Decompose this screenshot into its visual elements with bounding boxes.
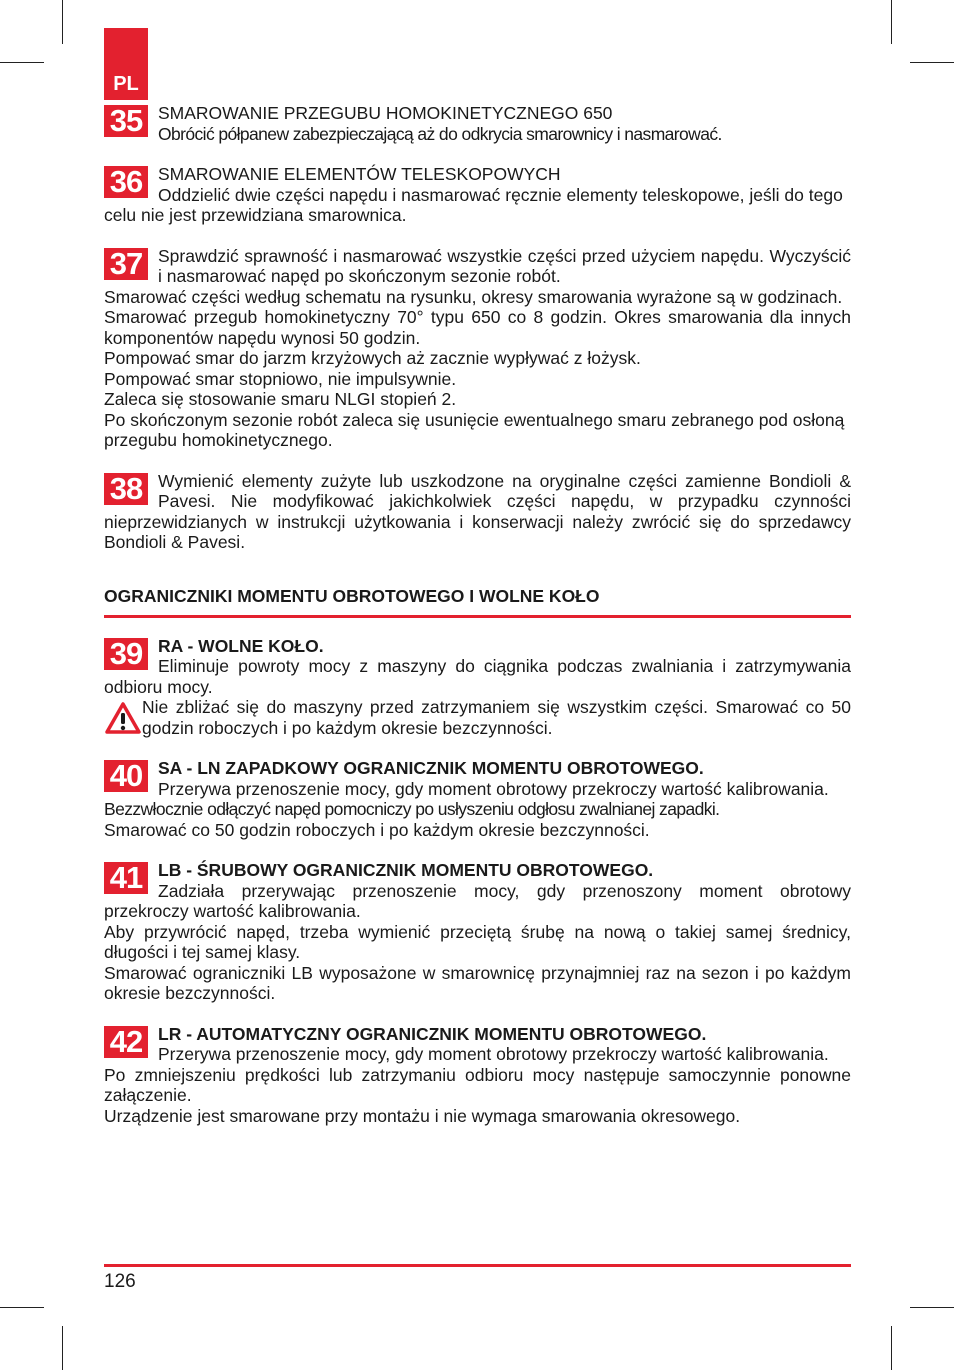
section-text: Pompować smar stopniowo, nie impulsywnie. — [104, 368, 457, 389]
section-text: Obrócić półpanew zabezpieczającą aż do odkrycia smarownicy i nasmarować. — [158, 123, 722, 144]
section-37 — [104, 246, 851, 451]
warning-text: Nie zbliżać się do maszyny przed zatrzymaniem się wszystkim części. Smarować co 50 godzin roboczych i po każdym okresie bezczynności. — [142, 697, 851, 738]
crop-mark — [62, 0, 63, 44]
language-code: PL — [113, 73, 139, 95]
section-text: Zaleca się stosowanie smaru NLGI stopień 2. — [104, 389, 457, 409]
step-number-badge: 38 — [104, 473, 148, 505]
warning-triangle-icon — [104, 701, 142, 735]
section-text: Smarować przegub homokinetyczny 70° typu 650 co 8 godzin. Okres smarowania dla innych komponentów napędu wynosi 50 godzin. — [104, 307, 851, 348]
step-number-badge: 41 — [104, 862, 148, 894]
section-text: Wymienić elementy zużyte lub uszkodzone na oryginalne części zamienne Bondioli & Pavesi. Nie modyfikować jakichkolwiek części napędu, w przypadku czynności nieprzewidzianych w instrukcji użytkowania i konserwacji należy zwrócić się do sprzedawcy Bondioli & Pavesi. — [104, 470, 851, 552]
step-number-badge: 39 — [104, 638, 148, 670]
section-text: Smarować części według schematu na rysunku, okresy smarowania wyrażone są w godzinach. — [104, 286, 843, 307]
crop-mark — [910, 1307, 954, 1308]
section-text: Urządzenie jest smarowane przy montażu i nie wymaga smarowania okresowego. — [104, 1105, 741, 1126]
page-content — [104, 103, 851, 1126]
crop-mark — [891, 1326, 892, 1370]
crop-mark — [891, 0, 892, 44]
section-text: Oddzielić dwie części napędu i nasmarować ręcznie elementy teleskopowe, jeśli do tego celu nie jest przewidziana smarownica. — [104, 184, 843, 225]
section-title: SA - LN ZAPADKOWY OGRANICZNIK MOMENTU OBROTOWEGO. — [158, 758, 704, 778]
section-text: Sprawdzić sprawność i nasmarować wszystkie części przed użyciem napędu. Wyczyścić i nasmarować napęd po skończonym sezonie robót. — [158, 245, 851, 286]
crop-mark — [910, 62, 954, 63]
crop-mark — [62, 1326, 63, 1370]
warning-note — [104, 697, 851, 738]
section-39 — [104, 636, 851, 739]
step-number-badge: 42 — [104, 1026, 148, 1058]
section-text: Smarować ograniczniki LB wyposażone w smarownicę przynajmniej raz na sezon i po każdym okresie bezczynności. — [104, 962, 851, 1003]
section-35 — [104, 103, 851, 144]
section-title: LB - ŚRUBOWY OGRANICZNIK MOMENTU OBROTOWEGO. — [158, 860, 654, 880]
step-number-badge: 37 — [104, 248, 148, 280]
page-number: 126 — [104, 1271, 136, 1292]
section-38 — [104, 471, 851, 553]
section-title: SMAROWANIE ELEMENTÓW TELESKOPOWYCH — [158, 164, 561, 184]
step-number-badge: 35 — [104, 105, 148, 137]
section-title: SMAROWANIE PRZEGUBU HOMOKINETYCZNEGO 650 — [158, 103, 613, 123]
section-text: Po zmniejszeniu prędkości lub zatrzymaniu odbioru mocy następuje samoczynnie ponowne załączenie. — [104, 1064, 851, 1105]
section-text: Zadziała przerywając przenoszenie mocy, gdy przenoszony moment obrotowy przekroczy wartość kalibrowania. — [104, 880, 851, 921]
section-title: LR - AUTOMATYCZNY OGRANICZNIK MOMENTU OBROTOWEGO. — [158, 1023, 707, 1044]
footer-divider — [104, 1264, 851, 1267]
section-text: Smarować co 50 godzin roboczych i po każdym okresie bezczynności. — [104, 819, 650, 840]
language-tab — [104, 28, 148, 100]
section-text: Bezzwłocznie odłączyć napęd pomocniczy po usłyszeniu odgłosu zwalnianej zapadki. — [104, 799, 720, 819]
section-40 — [104, 758, 851, 840]
section-41 — [104, 860, 851, 1004]
section-text: Pompować smar do jarzm krzyżowych aż zacznie wypływać z łożysk. — [104, 348, 641, 368]
step-number-badge: 36 — [104, 166, 148, 198]
section-text: Po skończonym sezonie robót zaleca się usunięcie ewentualnego smaru zebranego pod osłoną przegubu homokinetycznego. — [104, 409, 845, 450]
section-text: Eliminuje powroty mocy z maszyny do ciągnika podczas zwalniania i zatrzymywania odbioru mocy. — [104, 656, 851, 697]
section-42 — [104, 1024, 851, 1127]
section-text: Aby przywrócić napęd, trzeba wymienić przeciętą śrubę na nową o takiej samej średnicy, długości i tej samej klasy. — [104, 921, 851, 962]
section-text: Przerywa przenoszenie mocy, gdy moment obrotowy przekroczy wartość kalibrowania. — [158, 1044, 829, 1064]
section-text: Przerywa przenoszenie mocy, gdy moment obrotowy przekroczy wartość kalibrowania. — [158, 778, 829, 799]
step-number-badge: 40 — [104, 760, 148, 792]
section-title: RA - WOLNE KOŁO. — [158, 635, 324, 656]
section-36 — [104, 164, 851, 226]
section-heading: OGRANICZNIKI MOMENTU OBROTOWEGO I WOLNE KOŁO — [104, 585, 851, 618]
crop-mark — [0, 62, 44, 63]
crop-mark — [0, 1307, 44, 1308]
